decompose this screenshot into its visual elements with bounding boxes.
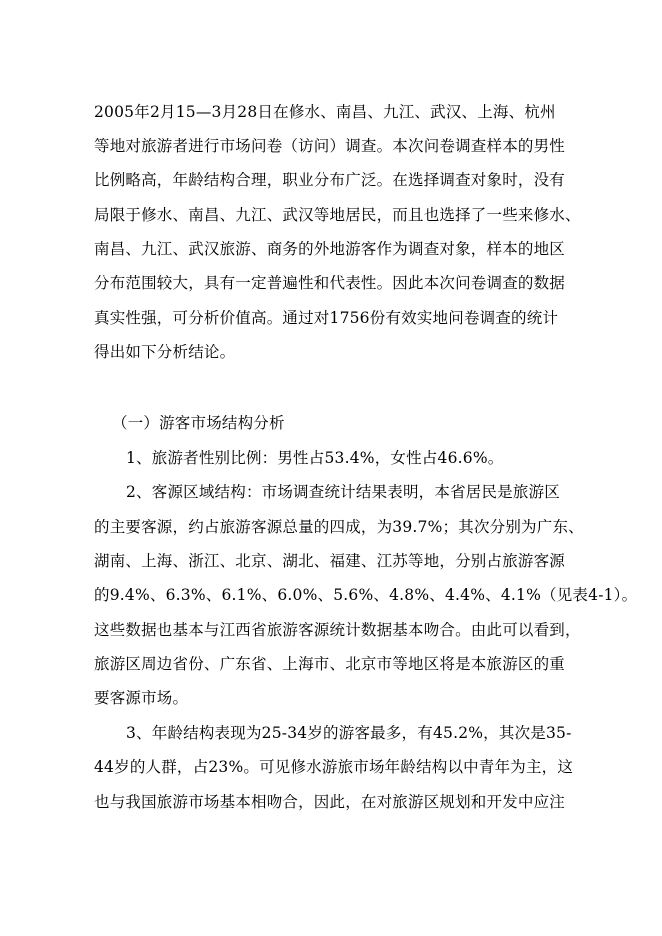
item-2-line-6: 旅游区周边省份、广东省、上海市、北京市等地区将是本旅游区的重 xyxy=(94,655,566,673)
paragraph-1-line-4: 局限于修水、南昌、九江、武汉等地居民，而且也选择了一些来修水、 xyxy=(94,206,581,224)
paragraph-1-line-8: 得出如下分析结论。 xyxy=(94,343,236,361)
item-1-gender-ratio: 1、旅游者性别比例：男性占53.4%，女性占46.6%。 xyxy=(126,449,504,467)
paragraph-1-line-1: 2005年2月15—3月28日在修水、南昌、九江、武汉、上海、杭州 xyxy=(94,103,556,121)
item-2-line-2: 的主要客源，约占旅游客源总量的四成，为39.7%；其次分别为广东、 xyxy=(94,518,584,536)
item-2-line-5: 这些数据也基本与江西省旅游客源统计数据基本吻合。由此可以看到， xyxy=(94,621,581,639)
paragraph-1-line-5: 南昌、九江、武汉旅游、商务的外地游客作为调查对象，样本的地区 xyxy=(94,240,566,258)
item-2-line-7: 要客源市场。 xyxy=(94,689,189,707)
paragraph-1-line-3: 比例略高，年龄结构合理，职业分布广泛。在选择调查对象时，没有 xyxy=(94,171,566,189)
paragraph-1-line-7: 真实性强，可分析价值高。通过对1756份有效实地问卷调查的统计 xyxy=(94,309,559,327)
item-2-line-4: 的9.4%、6.3%、6.1%、6.0%、5.6%、4.8%、4.4%、4.1%（见表4-1）。 xyxy=(94,586,638,604)
item-2-line-1: 2、客源区域结构：市场调查统计结果表明，本省居民是旅游区 xyxy=(126,483,560,501)
item-3-line-2: 44岁的人群，占23%。可见修水游旅市场年龄结构以中青年为主，这 xyxy=(94,758,574,776)
item-2-line-3: 湖南、上海、浙江、北京、湖北、福建、江苏等地，分别占旅游客源 xyxy=(94,552,566,570)
item-3-line-3: 也与我国旅游市场基本相吻合，因此，在对旅游区规划和开发中应注 xyxy=(94,793,566,811)
section-heading: （一）游客市场结构分析 xyxy=(112,414,285,432)
paragraph-1-line-6: 分布范围较大，具有一定普遍性和代表性。因此本次问卷调查的数据 xyxy=(94,274,566,292)
paragraph-1-line-2: 等地对旅游者进行市场问卷（访问）调查。本次问卷调查样本的男性 xyxy=(94,137,566,155)
item-3-line-1: 3、年龄结构表现为25-34岁的游客最多，有45.2%，其次是35- xyxy=(126,724,572,742)
